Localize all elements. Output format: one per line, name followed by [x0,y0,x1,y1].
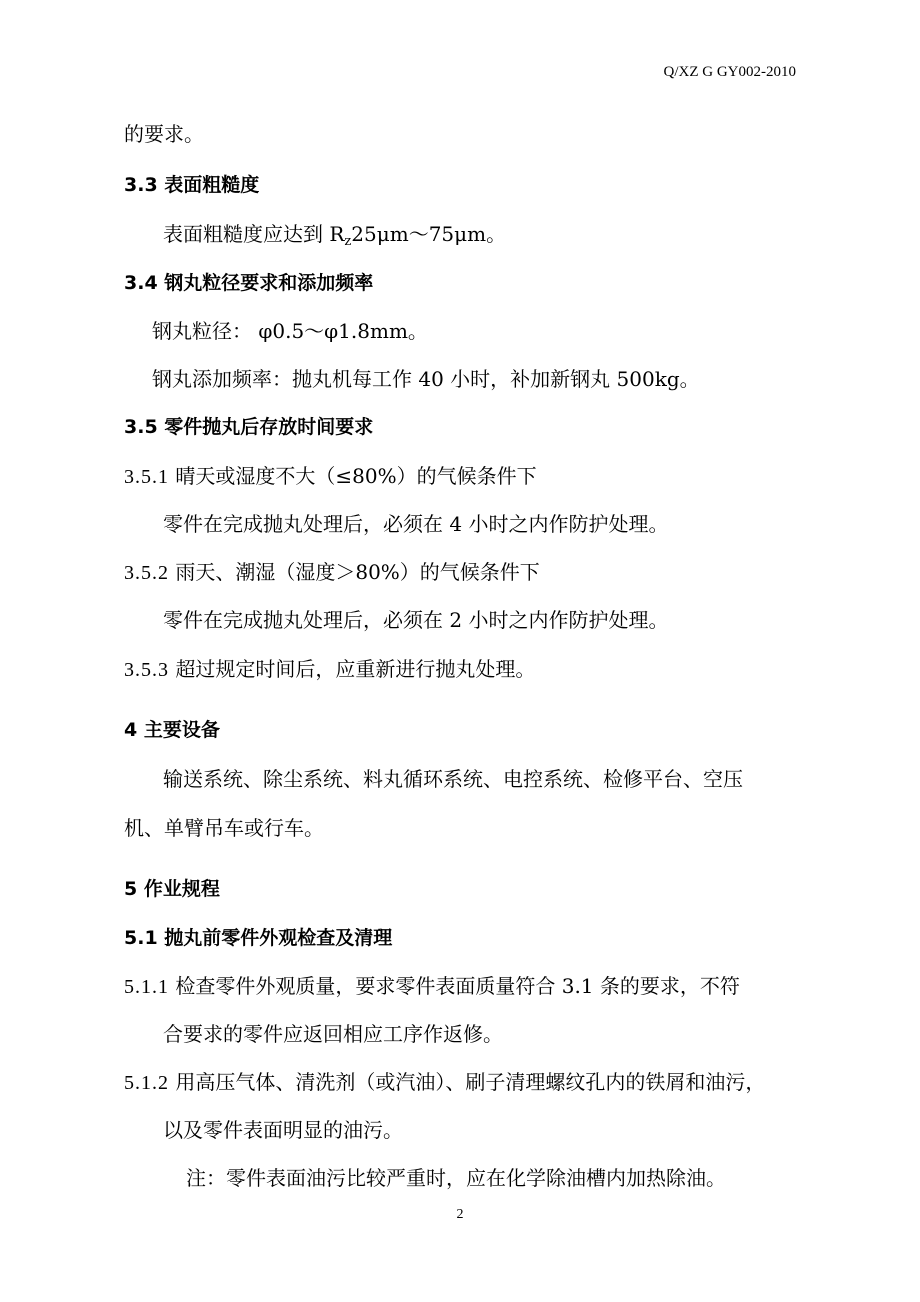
clause-3-5-1-body: 零件在完成抛丸处理后，必须在 4 小时之内作防护处理。 [163,512,669,536]
equipment-line-1: 输送系统、除尘系统、料丸循环系统、电控系统、检修平台、空压 [163,767,743,791]
clause-5-1-2-cont: 以及零件表面明显的油污。 [163,1118,403,1142]
clause-number: 3.5.1 [124,466,169,488]
shot-size-text: 钢丸粒径： φ0.5～φ1.8mm。 [152,319,428,343]
clause-number: 3.5.2 [124,562,169,584]
paragraph-continuation: 的要求。 [124,122,204,146]
clause-3-5-2-body: 零件在完成抛丸处理后，必须在 2 小时之内作防护处理。 [163,608,669,632]
roughness-text-post: 25μm～75μm。 [351,222,507,246]
clause-text: 检查零件外观质量，要求零件表面质量符合 3.1 条的要求，不符 [175,974,740,998]
clause-3-5-3 [124,656,535,683]
clause-text: 超过规定时间后，应重新进行抛丸处理。 [175,657,536,681]
section-heading-4: 4 主要设备 [124,719,220,741]
clause-5-1-1 [124,973,740,1000]
clause-text: 晴天或湿度不大（≤80%）的气候条件下 [175,464,537,488]
section-heading-3-3: 3.3 表面粗糙度 [124,174,260,196]
clause-number: 3.5.3 [124,659,169,681]
clause-number: 5.1.1 [124,976,169,998]
shot-frequency-text: 钢丸添加频率：抛丸机每工作 40 小时，补加新钢丸 500kg。 [152,367,700,391]
section-heading-3-4: 3.4 钢丸粒径要求和添加频率 [124,272,374,294]
section-heading-5-1: 5.1 抛丸前零件外观检查及清理 [124,927,393,949]
document-code: Q/XZ G GY002-2010 [663,64,796,80]
clause-5-1-2 [124,1069,765,1096]
clause-text: 雨天、潮湿（湿度＞80%）的气候条件下 [175,560,540,584]
clause-5-1-1-cont: 合要求的零件应返回相应工序作返修。 [163,1022,503,1046]
note-text: 注：零件表面油污比较严重时，应在化学除油槽内加热除油。 [186,1166,726,1190]
roughness-subscript: z [344,234,352,249]
clause-3-5-2 [124,559,540,586]
clause-3-5-1 [124,463,537,490]
section-heading-5: 5 作业规程 [124,878,220,900]
roughness-text-pre: 表面粗糙度应达到 R [163,222,345,246]
page-number: 2 [456,1207,464,1222]
section-heading-3-5: 3.5 零件抛丸后存放时间要求 [124,416,374,438]
clause-number: 5.1.2 [124,1072,169,1094]
roughness-text [163,221,506,255]
equipment-line-2: 机、单臂吊车或行车。 [124,816,324,840]
clause-text: 用高压气体、清洗剂（或汽油）、刷子清理螺纹孔内的铁屑和油污， [175,1070,766,1094]
